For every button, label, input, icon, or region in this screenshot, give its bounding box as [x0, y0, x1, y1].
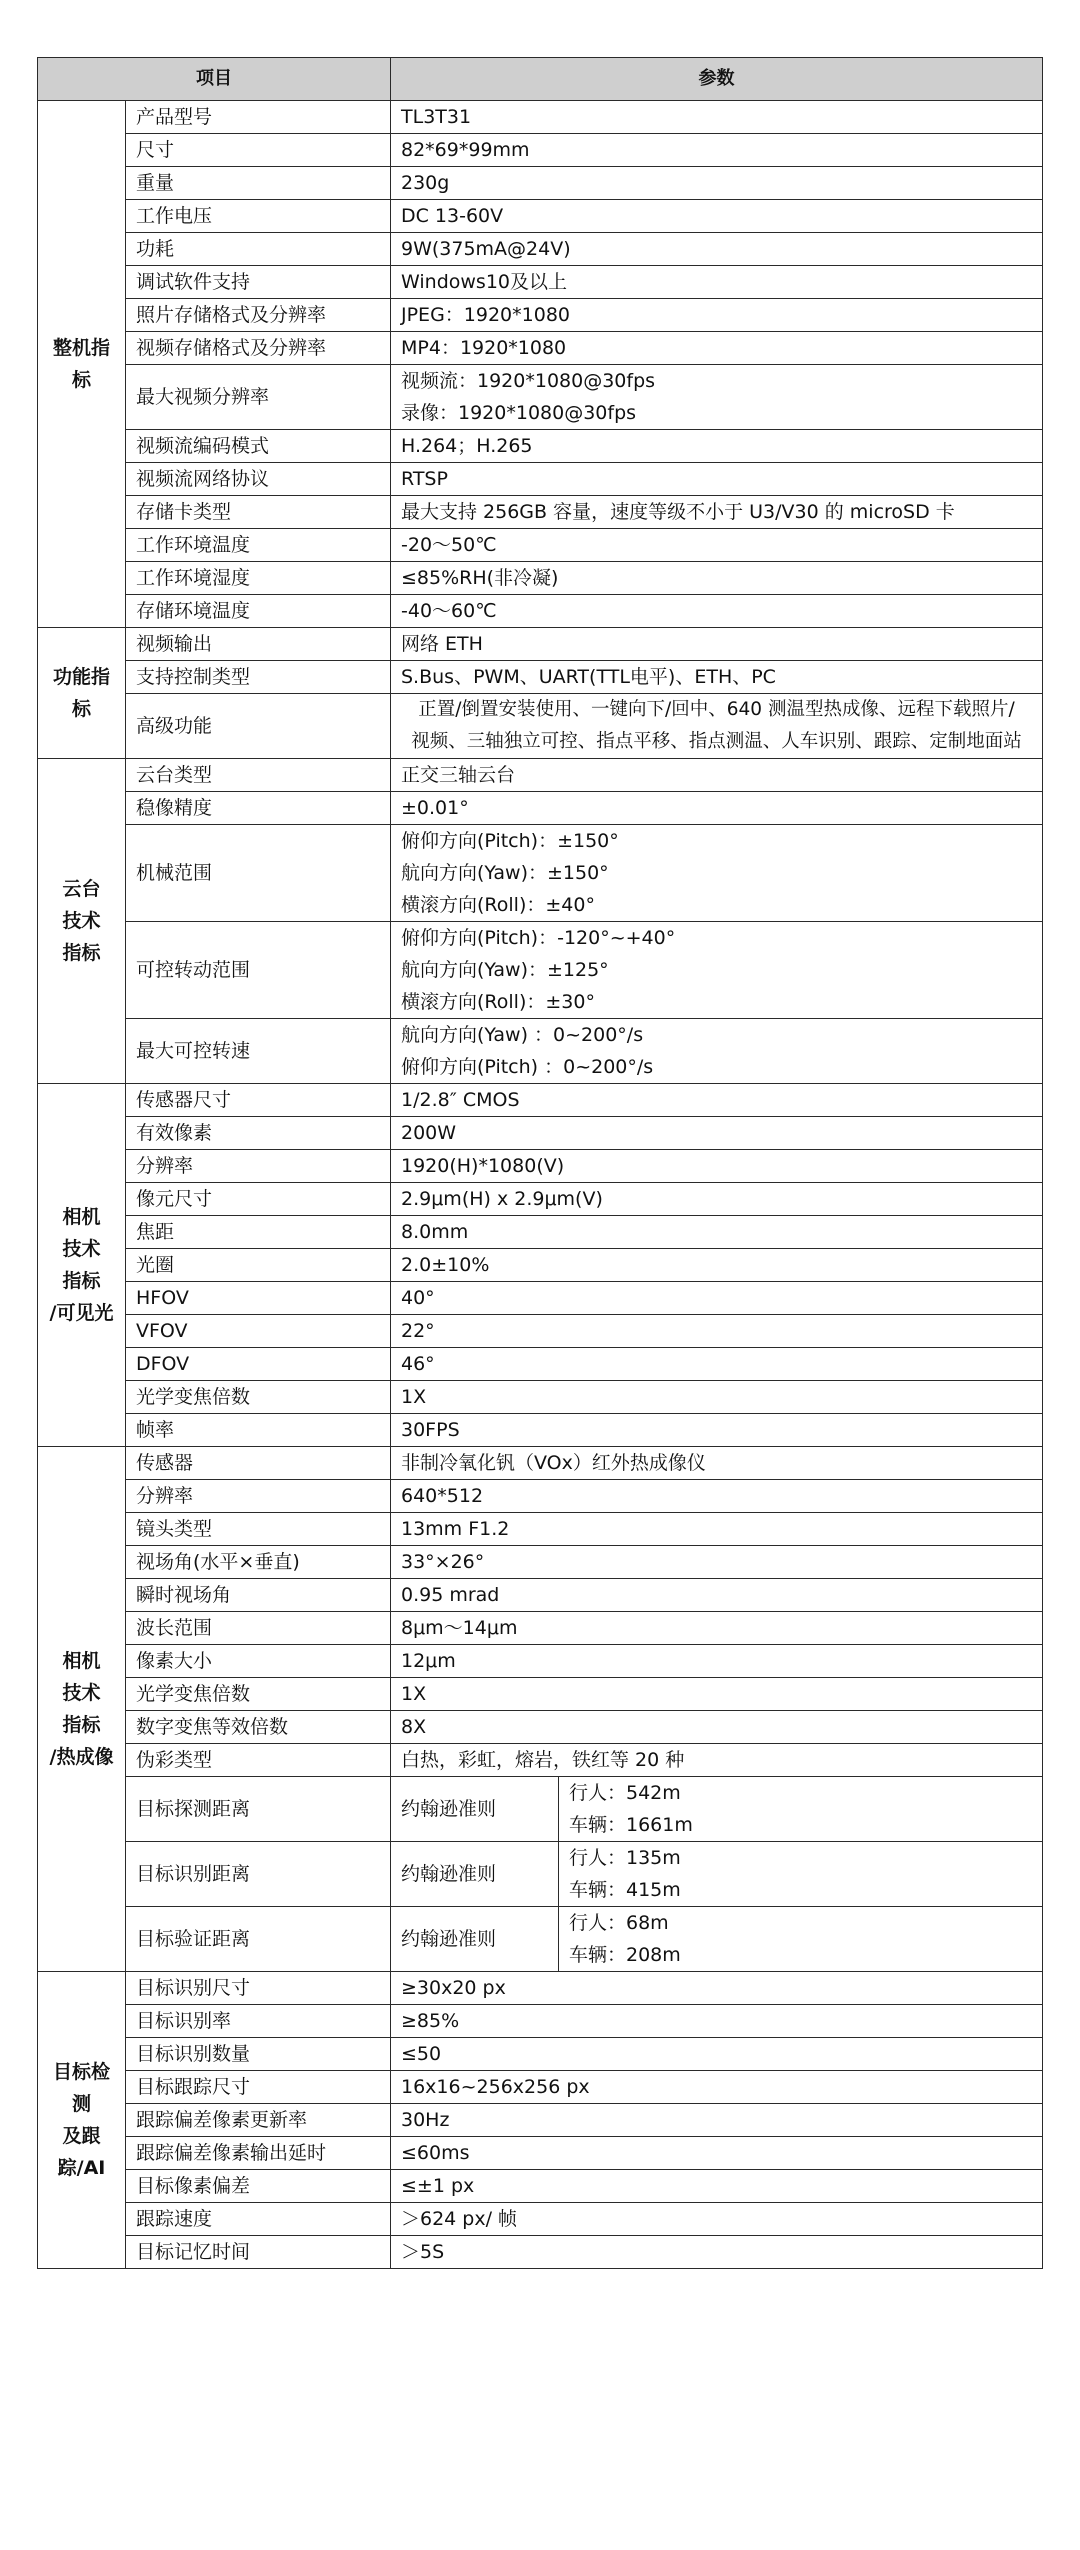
- row-value: 22°: [391, 1315, 1043, 1348]
- row-label: 跟踪偏差像素输出延时: [126, 2137, 391, 2170]
- table-row: [38, 825, 1043, 922]
- group-line: 指标: [62, 1714, 101, 1736]
- row-label: 存储环境温度: [126, 595, 391, 628]
- row-value: 0.95 mrad: [391, 1579, 1043, 1612]
- row-value: 1X: [391, 1381, 1043, 1414]
- row-value: TL3T31: [391, 101, 1043, 134]
- row-label: 目标识别率: [126, 2005, 391, 2038]
- row-label: HFOV: [126, 1282, 391, 1315]
- value-line: 行人：542m: [569, 1782, 681, 1804]
- group-line: 及跟踪/AI: [57, 2125, 106, 2179]
- value-line: 行人：68m: [569, 1912, 669, 1934]
- header-item: 项目: [38, 58, 391, 101]
- table-row: [38, 1447, 1043, 1480]
- table-row: [38, 2137, 1043, 2170]
- row-value: [391, 825, 1043, 922]
- group-thermal-camera: [38, 1447, 126, 1972]
- row-value: 16x16~256x256 px: [391, 2071, 1043, 2104]
- row-label: 功耗: [126, 233, 391, 266]
- group-line: /热成像: [49, 1746, 114, 1768]
- row-label: 存储卡类型: [126, 496, 391, 529]
- row-label: 支持控制类型: [126, 661, 391, 694]
- row-value: 1X: [391, 1678, 1043, 1711]
- row-value: 2.9μm(H) x 2.9μm(V): [391, 1183, 1043, 1216]
- row-label: 目标识别距离: [126, 1842, 391, 1907]
- row-value: 1920(H)*1080(V): [391, 1150, 1043, 1183]
- table-row: [38, 2038, 1043, 2071]
- group-visible-camera: [38, 1084, 126, 1447]
- row-label: 高级功能: [126, 694, 391, 759]
- row-value: 白热，彩虹，熔岩，铁红等 20 种: [391, 1744, 1043, 1777]
- row-label: 视场角(水平×垂直): [126, 1546, 391, 1579]
- table-row: [38, 529, 1043, 562]
- row-label: 工作电压: [126, 200, 391, 233]
- group-line: 相机: [62, 1206, 101, 1228]
- row-label: 照片存储格式及分辨率: [126, 299, 391, 332]
- row-label: 目标像素偏差: [126, 2170, 391, 2203]
- row-value: [391, 922, 1043, 1019]
- row-value: [391, 365, 1043, 430]
- row-value: DC 13-60V: [391, 200, 1043, 233]
- table-row: [38, 2071, 1043, 2104]
- table-row: [38, 332, 1043, 365]
- table-row: [38, 101, 1043, 134]
- group-line: 云台: [62, 878, 101, 900]
- spec-table: [37, 57, 1043, 2269]
- row-rule: 约翰逊准则: [391, 1842, 559, 1907]
- row-value: 33°×26°: [391, 1546, 1043, 1579]
- row-label: 数字变焦等效倍数: [126, 1711, 391, 1744]
- row-label: 目标探测距离: [126, 1777, 391, 1842]
- table-row: [38, 1216, 1043, 1249]
- value-line: 车辆：415m: [569, 1879, 681, 1901]
- row-label: 分辨率: [126, 1480, 391, 1513]
- row-value: JPEG：1920*1080: [391, 299, 1043, 332]
- row-label: 有效像素: [126, 1117, 391, 1150]
- table-row: [38, 1150, 1043, 1183]
- row-value: 13mm F1.2: [391, 1513, 1043, 1546]
- row-label: 波长范围: [126, 1612, 391, 1645]
- value-line: 航向方向(Yaw)：±125°: [401, 959, 609, 981]
- row-value: [559, 1777, 1043, 1842]
- row-rule: 约翰逊准则: [391, 1777, 559, 1842]
- table-row: [38, 1117, 1043, 1150]
- value-line: 航向方向(Yaw)：±150°: [401, 862, 609, 884]
- row-value: ≥30x20 px: [391, 1972, 1043, 2005]
- row-value: 640*512: [391, 1480, 1043, 1513]
- row-label: 产品型号: [126, 101, 391, 134]
- row-value: 9W(375mA@24V): [391, 233, 1043, 266]
- value-line: 横滚方向(Roll)：±30°: [401, 991, 595, 1013]
- row-label: 光圈: [126, 1249, 391, 1282]
- row-value: Windows10及以上: [391, 266, 1043, 299]
- table-row: [38, 1612, 1043, 1645]
- row-label: 稳像精度: [126, 792, 391, 825]
- row-value: 30Hz: [391, 2104, 1043, 2137]
- row-label: 视频流网络协议: [126, 463, 391, 496]
- table-row: [38, 1019, 1043, 1084]
- table-row: [38, 299, 1043, 332]
- table-row: [38, 1282, 1043, 1315]
- value-line: 视频流：1920*1080@30fps: [401, 370, 656, 392]
- group-line: 技术: [62, 1238, 101, 1260]
- group-line: 技术: [62, 910, 101, 932]
- value-line: 行人：135m: [569, 1847, 681, 1869]
- table-row: [38, 628, 1043, 661]
- row-label: 重量: [126, 167, 391, 200]
- row-value: [391, 1019, 1043, 1084]
- row-label: 帧率: [126, 1414, 391, 1447]
- group-line: 技术: [62, 1682, 101, 1704]
- group-gimbal: [38, 759, 126, 1084]
- table-row: [38, 1249, 1043, 1282]
- row-value: 46°: [391, 1348, 1043, 1381]
- row-label: 镜头类型: [126, 1513, 391, 1546]
- row-value: [559, 1842, 1043, 1907]
- row-label: 尺寸: [126, 134, 391, 167]
- table-row: [38, 1777, 1043, 1842]
- value-line: 车辆：208m: [569, 1944, 681, 1966]
- row-label: 像素大小: [126, 1645, 391, 1678]
- table-row: [38, 134, 1043, 167]
- value-line: 车辆：1661m: [569, 1814, 693, 1836]
- row-label: 最大可控转速: [126, 1019, 391, 1084]
- row-value: ≤50: [391, 2038, 1043, 2071]
- row-label: 视频输出: [126, 628, 391, 661]
- row-value: 30FPS: [391, 1414, 1043, 1447]
- row-value: ≤60ms: [391, 2137, 1043, 2170]
- row-label: 分辨率: [126, 1150, 391, 1183]
- table-row: [38, 496, 1043, 529]
- row-value: 1/2.8″ CMOS: [391, 1084, 1043, 1117]
- row-label: 伪彩类型: [126, 1744, 391, 1777]
- row-value: 正交三轴云台: [391, 759, 1043, 792]
- value-line: 俯仰方向(Pitch) ：0~200°/s: [401, 1056, 654, 1078]
- group-line: 相机: [62, 1650, 101, 1672]
- table-row: [38, 1744, 1043, 1777]
- row-label: 目标验证距离: [126, 1907, 391, 1972]
- table-row: [38, 430, 1043, 463]
- row-label: 视频存储格式及分辨率: [126, 332, 391, 365]
- group-general: 整机指标: [38, 101, 126, 628]
- row-label: 传感器尺寸: [126, 1084, 391, 1117]
- value-line: 航向方向(Yaw) ：0~200°/s: [401, 1024, 644, 1046]
- row-value: 2.0±10%: [391, 1249, 1043, 1282]
- table-row: [38, 792, 1043, 825]
- row-label: 目标记忆时间: [126, 2236, 391, 2269]
- row-value: -40～60℃: [391, 595, 1043, 628]
- row-label: 跟踪偏差像素更新率: [126, 2104, 391, 2137]
- group-line: /可见光: [49, 1302, 114, 1324]
- row-value: RTSP: [391, 463, 1043, 496]
- table-row: [38, 2236, 1043, 2269]
- row-label: 云台类型: [126, 759, 391, 792]
- row-value: ＞624 px/ 帧: [391, 2203, 1043, 2236]
- table-row: [38, 1579, 1043, 1612]
- table-row: [38, 1678, 1043, 1711]
- value-line: 横滚方向(Roll)：±40°: [401, 894, 595, 916]
- table-row: [38, 1972, 1043, 2005]
- table-row: [38, 266, 1043, 299]
- table-row: [38, 759, 1043, 792]
- row-value: H.264；H.265: [391, 430, 1043, 463]
- row-label: 工作环境温度: [126, 529, 391, 562]
- row-value: 网络 ETH: [391, 628, 1043, 661]
- table-row: [38, 2170, 1043, 2203]
- table-row: [38, 1711, 1043, 1744]
- table-row: [38, 1480, 1043, 1513]
- group-function: 功能指标: [38, 628, 126, 759]
- row-label: 光学变焦倍数: [126, 1678, 391, 1711]
- row-label: 目标跟踪尺寸: [126, 2071, 391, 2104]
- header-param: 参数: [391, 58, 1043, 101]
- row-label: VFOV: [126, 1315, 391, 1348]
- row-value: ≤±1 px: [391, 2170, 1043, 2203]
- row-value: 230g: [391, 167, 1043, 200]
- row-value: 非制冷氧化钒（VOx）红外热成像仪: [391, 1447, 1043, 1480]
- table-row: [38, 2104, 1043, 2137]
- table-row: [38, 1907, 1043, 1972]
- value-line: 俯仰方向(Pitch)：±150°: [401, 830, 619, 852]
- row-value: ≤85%RH(非冷凝): [391, 562, 1043, 595]
- table-row: [38, 1842, 1043, 1907]
- row-value: 8μm～14μm: [391, 1612, 1043, 1645]
- table-row: [38, 661, 1043, 694]
- row-value: 8.0mm: [391, 1216, 1043, 1249]
- value-line: 正置/倒置安装使用、一键向下/回中、640 测温型热成像、远程下载照片/: [418, 699, 1015, 720]
- row-value: [391, 694, 1043, 759]
- table-row: [38, 694, 1043, 759]
- value-line: 俯仰方向(Pitch)：-120°~+40°: [401, 927, 676, 949]
- row-label: 光学变焦倍数: [126, 1381, 391, 1414]
- row-label: 焦距: [126, 1216, 391, 1249]
- table-row: [38, 1546, 1043, 1579]
- table-row: [38, 2005, 1043, 2038]
- table-row: [38, 562, 1043, 595]
- row-label: 传感器: [126, 1447, 391, 1480]
- row-label: 工作环境湿度: [126, 562, 391, 595]
- table-row: [38, 1381, 1043, 1414]
- row-value: ≥85%: [391, 2005, 1043, 2038]
- row-value: ±0.01°: [391, 792, 1043, 825]
- row-label: 调试软件支持: [126, 266, 391, 299]
- table-row: [38, 1315, 1043, 1348]
- group-line: 指标: [62, 1270, 101, 1292]
- value-line: 录像：1920*1080@30fps: [401, 402, 637, 424]
- row-label: 像元尺寸: [126, 1183, 391, 1216]
- row-value: ＞5S: [391, 2236, 1043, 2269]
- row-value: 12μm: [391, 1645, 1043, 1678]
- table-row: [38, 200, 1043, 233]
- table-row: [38, 167, 1043, 200]
- spec-sheet: [37, 57, 1042, 2269]
- row-label: 目标识别尺寸: [126, 1972, 391, 2005]
- table-row: [38, 2203, 1043, 2236]
- row-label: DFOV: [126, 1348, 391, 1381]
- row-label: 可控转动范围: [126, 922, 391, 1019]
- row-value: 最大支持 256GB 容量，速度等级不小于 U3/V30 的 microSD 卡: [391, 496, 1043, 529]
- row-label: 目标识别数量: [126, 2038, 391, 2071]
- table-row: [38, 595, 1043, 628]
- group-line: 指标: [62, 942, 101, 964]
- row-value: [559, 1907, 1043, 1972]
- row-label: 跟踪速度: [126, 2203, 391, 2236]
- row-value: -20～50℃: [391, 529, 1043, 562]
- row-label: 瞬时视场角: [126, 1579, 391, 1612]
- table-row: [38, 233, 1043, 266]
- group-ai: [38, 1972, 126, 2269]
- row-rule: 约翰逊准则: [391, 1907, 559, 1972]
- table-row: [38, 463, 1043, 496]
- value-line: 视频、三轴独立可控、指点平移、指点测温、人车识别、跟踪、定制地面站: [411, 731, 1022, 752]
- table-row: [38, 922, 1043, 1019]
- row-value: S.Bus、PWM、UART(TTL电平)、ETH、PC: [391, 661, 1043, 694]
- table-row: [38, 1645, 1043, 1678]
- row-label: 最大视频分辨率: [126, 365, 391, 430]
- row-value: 200W: [391, 1117, 1043, 1150]
- table-row: [38, 1084, 1043, 1117]
- table-row: [38, 365, 1043, 430]
- row-value: 8X: [391, 1711, 1043, 1744]
- table-row: [38, 1348, 1043, 1381]
- table-row: [38, 1183, 1043, 1216]
- table-row: [38, 1414, 1043, 1447]
- group-line: 目标检测: [52, 2061, 110, 2115]
- row-value: MP4：1920*1080: [391, 332, 1043, 365]
- row-value: 40°: [391, 1282, 1043, 1315]
- row-value: 82*69*99mm: [391, 134, 1043, 167]
- table-row: [38, 1513, 1043, 1546]
- row-label: 视频流编码模式: [126, 430, 391, 463]
- row-label: 机械范围: [126, 825, 391, 922]
- table-header-row: [38, 58, 1043, 101]
